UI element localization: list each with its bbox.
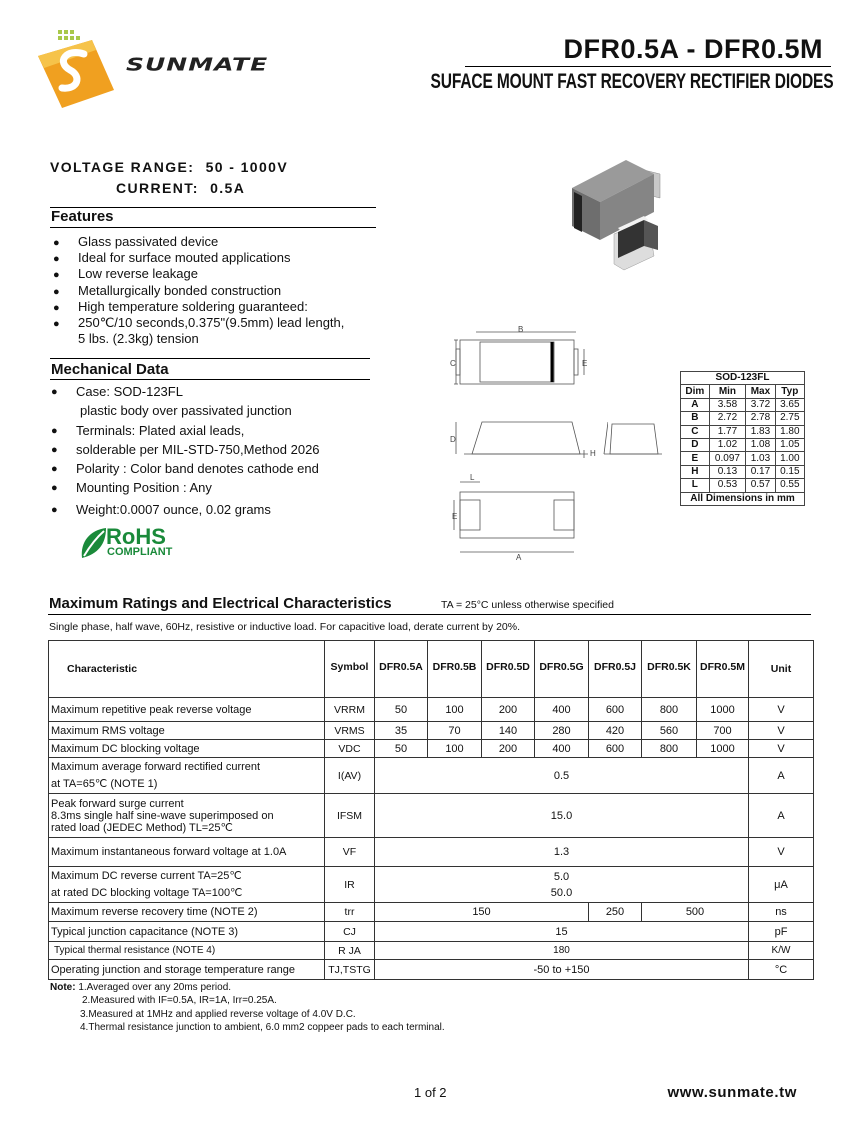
table-row: E 0.097 1.03 1.00 <box>681 452 805 465</box>
title-rule <box>465 66 831 67</box>
list-item: 5 lbs. (2.3kg) tension <box>78 331 199 347</box>
ratings-rule <box>48 614 811 615</box>
table-row: Maximum repetitive peak reverse voltage VRRM 50 100 200 400 600 800 1000 V <box>49 698 814 722</box>
table-row: D 1.02 1.08 1.05 <box>681 438 805 451</box>
document-title: DFR0.5A - DFR0.5M <box>563 34 823 64</box>
list-item: ● Terminals: Plated axial leads, <box>48 421 320 440</box>
table-row: Maximum DC reverse current TA=25℃ at rated DC blocking voltage TA=100℃ IR 5.0 50.0 μA <box>49 867 814 903</box>
current-label: CURRENT: <box>116 180 199 196</box>
leaf-icon <box>78 526 108 560</box>
dim-label-d: D <box>450 435 456 444</box>
voltage-value: 50 - 1000V <box>205 159 289 175</box>
voltage-range <box>50 159 288 175</box>
dim-package: SOD-123FL <box>681 372 805 385</box>
mechanical-bottom-rule <box>50 379 370 380</box>
dim-label-l: L <box>470 473 475 482</box>
note-item: 2.Measured with IF=0.5A, IR=1A, Irr=0.25A. <box>82 994 277 1006</box>
ratings-note: Single phase, half wave, 60Hz, resistive or inductive load. For capacitive load, derate current by 20%. <box>49 621 520 633</box>
table-row: Dim Min Max Typ <box>681 385 805 398</box>
list-item: ● Metallurgically bonded construction <box>50 283 344 299</box>
table-header-row: Characteristic Symbol DFR0.5A DFR0.5B DFR0.5D DFR0.5G DFR0.5J DFR0.5K DFR0.5M Unit <box>49 641 814 698</box>
table-row: Maximum average forward rectified current at TA=65℃ (NOTE 1) I(AV) 0.5 A <box>49 758 814 794</box>
list-item: plastic body over passivated junction <box>80 403 292 419</box>
mechanical-title: Mechanical Data <box>51 361 169 378</box>
voltage-label: VOLTAGE RANGE: <box>50 159 195 175</box>
features-bottom-rule <box>50 227 376 228</box>
table-row: C 1.77 1.83 1.80 <box>681 425 805 438</box>
list-item: ● High temperature soldering guaranteed: <box>50 299 344 315</box>
current-value: 0.5A <box>210 180 246 196</box>
current-rating <box>116 180 245 196</box>
table-row: Typical junction capacitance (NOTE 3) CJ 15 pF <box>49 922 814 942</box>
dim-label-b: B <box>518 325 524 334</box>
ratings-title: Maximum Ratings and Electrical Characteristics <box>49 595 392 612</box>
table-row: H 0.13 0.17 0.15 <box>681 465 805 478</box>
list-item: ● Weight:0.0007 ounce, 0.02 grams <box>48 500 320 519</box>
website-url: www.sunmate.tw <box>667 1084 797 1101</box>
dim-label-e: E <box>582 359 588 368</box>
note-item: 4.Thermal resistance junction to ambient, 6.0 mm2 coppeer pads to each terminal. <box>80 1021 445 1033</box>
table-row: A 3.58 3.72 3.65 <box>681 398 805 411</box>
ratings-condition: TA = 25°C unless otherwise specified <box>441 599 614 611</box>
table-row: B 2.72 2.78 2.75 <box>681 412 805 425</box>
dimensions-table <box>680 371 805 506</box>
mechanical-list <box>48 382 320 519</box>
list-item: ● Low reverse leakage <box>50 266 344 282</box>
list-item: ● Case: SOD-123FL <box>48 382 320 401</box>
note-item: 1.Averaged over any 20ms period. <box>78 982 232 993</box>
table-row: Maximum DC blocking voltage VDC 50 100 200 400 600 800 1000 V <box>49 740 814 758</box>
dimension-drawing <box>448 322 608 562</box>
features-title: Features <box>51 208 114 225</box>
table-row: Operating junction and storage temperature range TJ,TSTG -50 to +150 °C <box>49 960 814 980</box>
dim-label-h: H <box>590 449 596 458</box>
mechanical-top-rule <box>50 358 370 359</box>
note-item: 3.Measured at 1MHz and applied reverse voltage of 4.0V D.C. <box>80 1009 356 1020</box>
notes-label: Note: <box>50 982 76 993</box>
features-list <box>50 234 344 347</box>
page-number: 1 of 2 <box>414 1085 447 1100</box>
table-row: Maximum instantaneous forward voltage at 1.0A VF 1.3 V <box>49 838 814 867</box>
table-row: Typical thermal resistance (NOTE 4) R JA 180 K/W <box>49 942 814 960</box>
table-row: Peak forward surge current 8.3ms single half sine-wave superimposed on rated load (JEDEC Method) TL=25℃ IFSM 15.0 A <box>49 794 814 838</box>
list-item: ● 250℃/10 seconds,0.375"(9.5mm) lead length, <box>50 315 344 331</box>
table-row: Maximum RMS voltage VRMS 35 70 140 280 420 560 700 V <box>49 722 814 740</box>
end-view-drawing <box>602 420 664 460</box>
package-photo <box>566 152 676 287</box>
ratings-table <box>48 640 814 980</box>
rohs-subtitle: COMPLIANT <box>107 546 173 558</box>
dim-label-e2: E <box>452 512 458 521</box>
list-item: ● solderable per MIL-STD-750,Method 2026 <box>48 440 320 459</box>
dim-footer: All Dimensions in mm <box>681 492 805 505</box>
dim-label-c: C <box>450 359 456 368</box>
rohs-title: RoHS <box>106 524 166 549</box>
table-row: L 0.53 0.57 0.55 <box>681 479 805 492</box>
brand-wordmark: SUNMATE <box>126 54 269 75</box>
list-item: ● Mounting Position : Any <box>48 478 320 497</box>
notes <box>50 982 445 1034</box>
document-subtitle: SUFACE MOUNT FAST RECOVERY RECTIFIER DIODES <box>430 70 833 93</box>
sunmate-logo-mark <box>36 28 126 117</box>
list-item: ● Ideal for surface mouted applications <box>50 250 344 266</box>
dim-label-a: A <box>516 553 522 562</box>
list-item: ● Glass passivated device <box>50 234 344 250</box>
table-row: Maximum reverse recovery time (NOTE 2) trr 150 250 500 ns <box>49 903 814 922</box>
list-item: ● Polarity : Color band denotes cathode end <box>48 459 320 478</box>
